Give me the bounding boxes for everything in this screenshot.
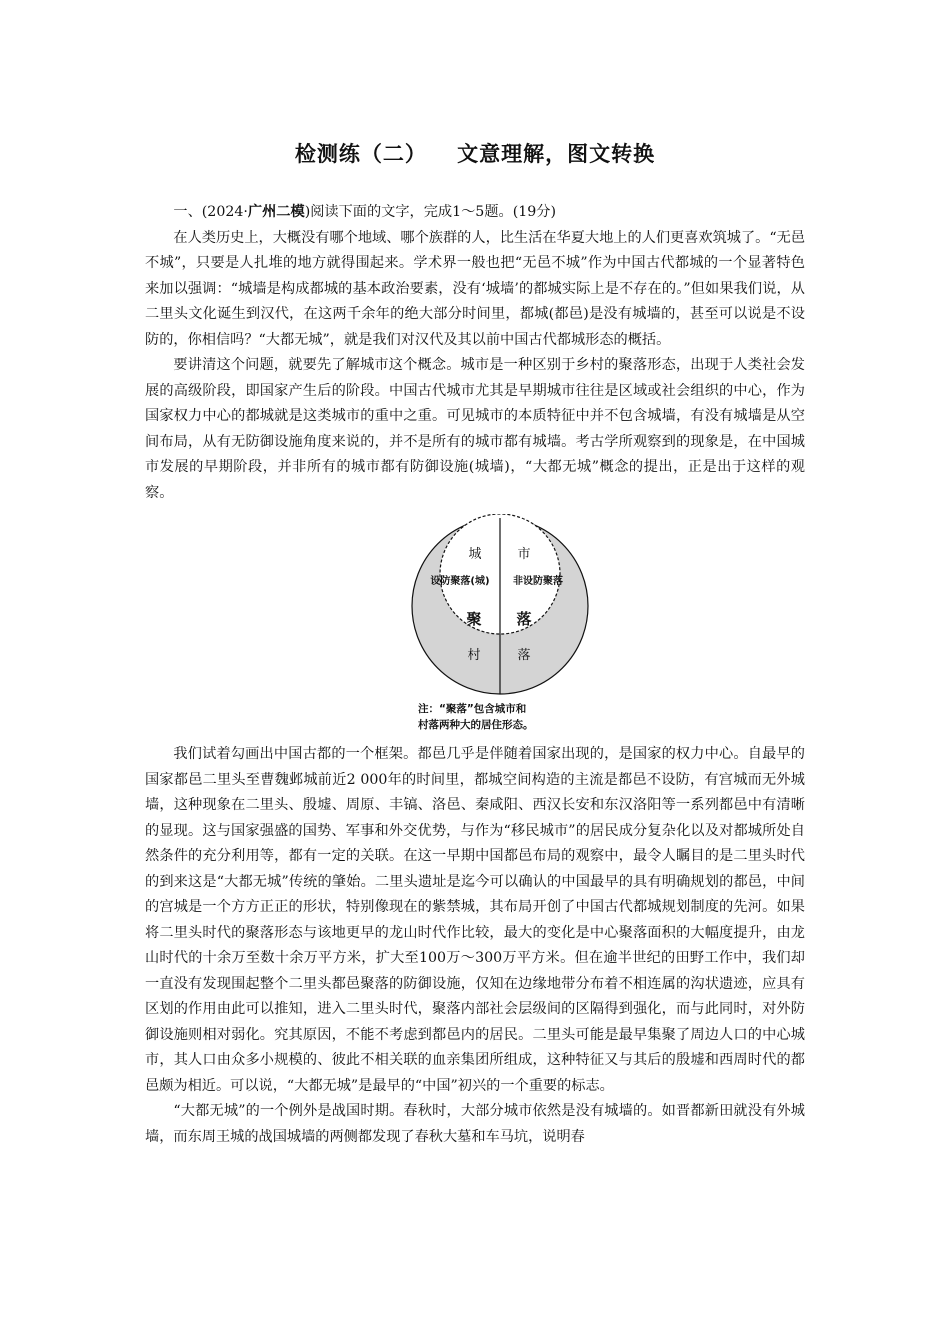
label-luo2: 落 [517, 648, 531, 663]
paragraph-3: 我们试着勾画出中国古都的一个框架。都邑几乎是伴随着国家出现的，是国家的权力中心。自最早的国家都邑二里头至曹魏邺城前近2 000年的时间里，都城空间构造的主流是都邑不设防，有宫城而无外城墙，这种现象在二里头、殷墟、周原、丰镐、洛邑、秦咸阳、西汉长安和东汉洛阳等一系列都邑中有清晰的显现。这与国家强盛的国势、军事和外交优势，与作为“移民城市”的居民成分复杂化以及对都城所处自然条件的充分利用等，都有一定的关联。在这一早期中国都邑布局的观察中，最令人瞩目的是二里头时代的到来这是“大都无城”传统的肇始。二里头遗址是迄今可以确认的中国最早的具有明确规划的都邑，中间的宫城是一个方方正正的形状，特别像现在的紫禁城，其布局开创了中国古代都城规划制度的先河。如果将二里头时代的聚落形态与该地更早的龙山时代作比较，最大的变化是中心聚落面积的大幅度提升，由龙山时代的十余万至数十余万平方米，扩大至100万～300万平方米。但在逾半世纪的田野工作中，我们却一直没有发现围起整个二里头都邑聚落的防御设施，仅知在边缘地带分布着不相连属的沟状遗迹，应具有区划的作用由此可以推知，进入二里头时代，聚落内部社会层级间的区隔得到强化，而与此同时，对外防御设施则相对弱化。究其原因，不能不考虑到都邑内的居民。二里头可能是最早集聚了周边人口的中心城市，其人口由众多小规模的、彼此不相关联的血亲集团所组成，这种特征又与其后的殷墟和西周时代的都邑颇为相近。可以说，“大都无城”是最早的“中国”初兴的一个重要的标志。 [145, 746, 805, 1094]
label-ju: 聚 [466, 610, 482, 628]
label-cun: 村 [467, 648, 481, 663]
settlement-diagram [400, 514, 600, 734]
paragraph-4: “大都无城”的一个例外是战国时期。春秋时，大部分城市依然是没有城墙的。如晋都新田就没有外城墙，而东周王城的战国城墙的两侧都发现了春秋大墓和车马坑，说明春 [145, 1103, 805, 1145]
label-defended: 设防聚落(城) [430, 576, 490, 587]
question-prefix: 一、(2024· [173, 204, 248, 220]
label-luo: 落 [516, 610, 532, 628]
label-undefended: 非设防聚落 [513, 576, 563, 587]
label-cheng: 城 [468, 547, 482, 562]
paragraph-1: 在人类历史上，大概没有哪个地域、哪个族群的人，比生活在华夏大地上的人们更喜欢筑城了。“无邑不城”，只要是人扎堆的地方就得围起来。学术界一般也把“无邑不城”作为中国古代都城的一个显著特色来加以强调：“城墙是构成都城的基本政治要素，没有‘城墙’的都城实际上是不存在的。”但如果我们说，从二里头文化诞生到汉代，在这两千余年的绝大部分时间里，都城(都邑)是没有城墙的，甚至可以说是不设防的，你相信吗？“大都无城”，就是我们对汉代及其以前中国古代都城形态的概括。 [145, 229, 805, 348]
label-shi: 市 [517, 547, 531, 562]
question-source: 广州二模 [247, 204, 305, 220]
question-suffix: )阅读下面的文字，完成1～5题。(19分) [304, 204, 557, 220]
question-header [145, 200, 805, 226]
paragraph-2: 要讲清这个问题，就要先了解城市这个概念。城市是一种区别于乡村的聚落形态，出现于人类社会发展的高级阶段，即国家产生后的阶段。中国古代城市尤其是早期城市往往是区域或社会组织的中心，作为国家权力中心的都城就是这类城市的重中之重。可见城市的本质特征中并不包含城墙，有没有城墙是从空间布局，从有无防御设施角度来说的，并不是所有的城市都有城墙。考古学所观察到的现象是，在中国城市发展的早期阶段，并非所有的城市都有防御设施(城墙)，“大都无城”概念的提出，正是出于这样的观察。 [145, 357, 805, 501]
figure-note-line2: 村落两种大的居住形态。 [418, 719, 534, 731]
document-body [145, 200, 805, 1150]
page-title: 检测练（二） 文意理解，图文转换 [294, 142, 656, 166]
figure-note-line1: 注：“聚落”包含城市和 [418, 703, 527, 715]
